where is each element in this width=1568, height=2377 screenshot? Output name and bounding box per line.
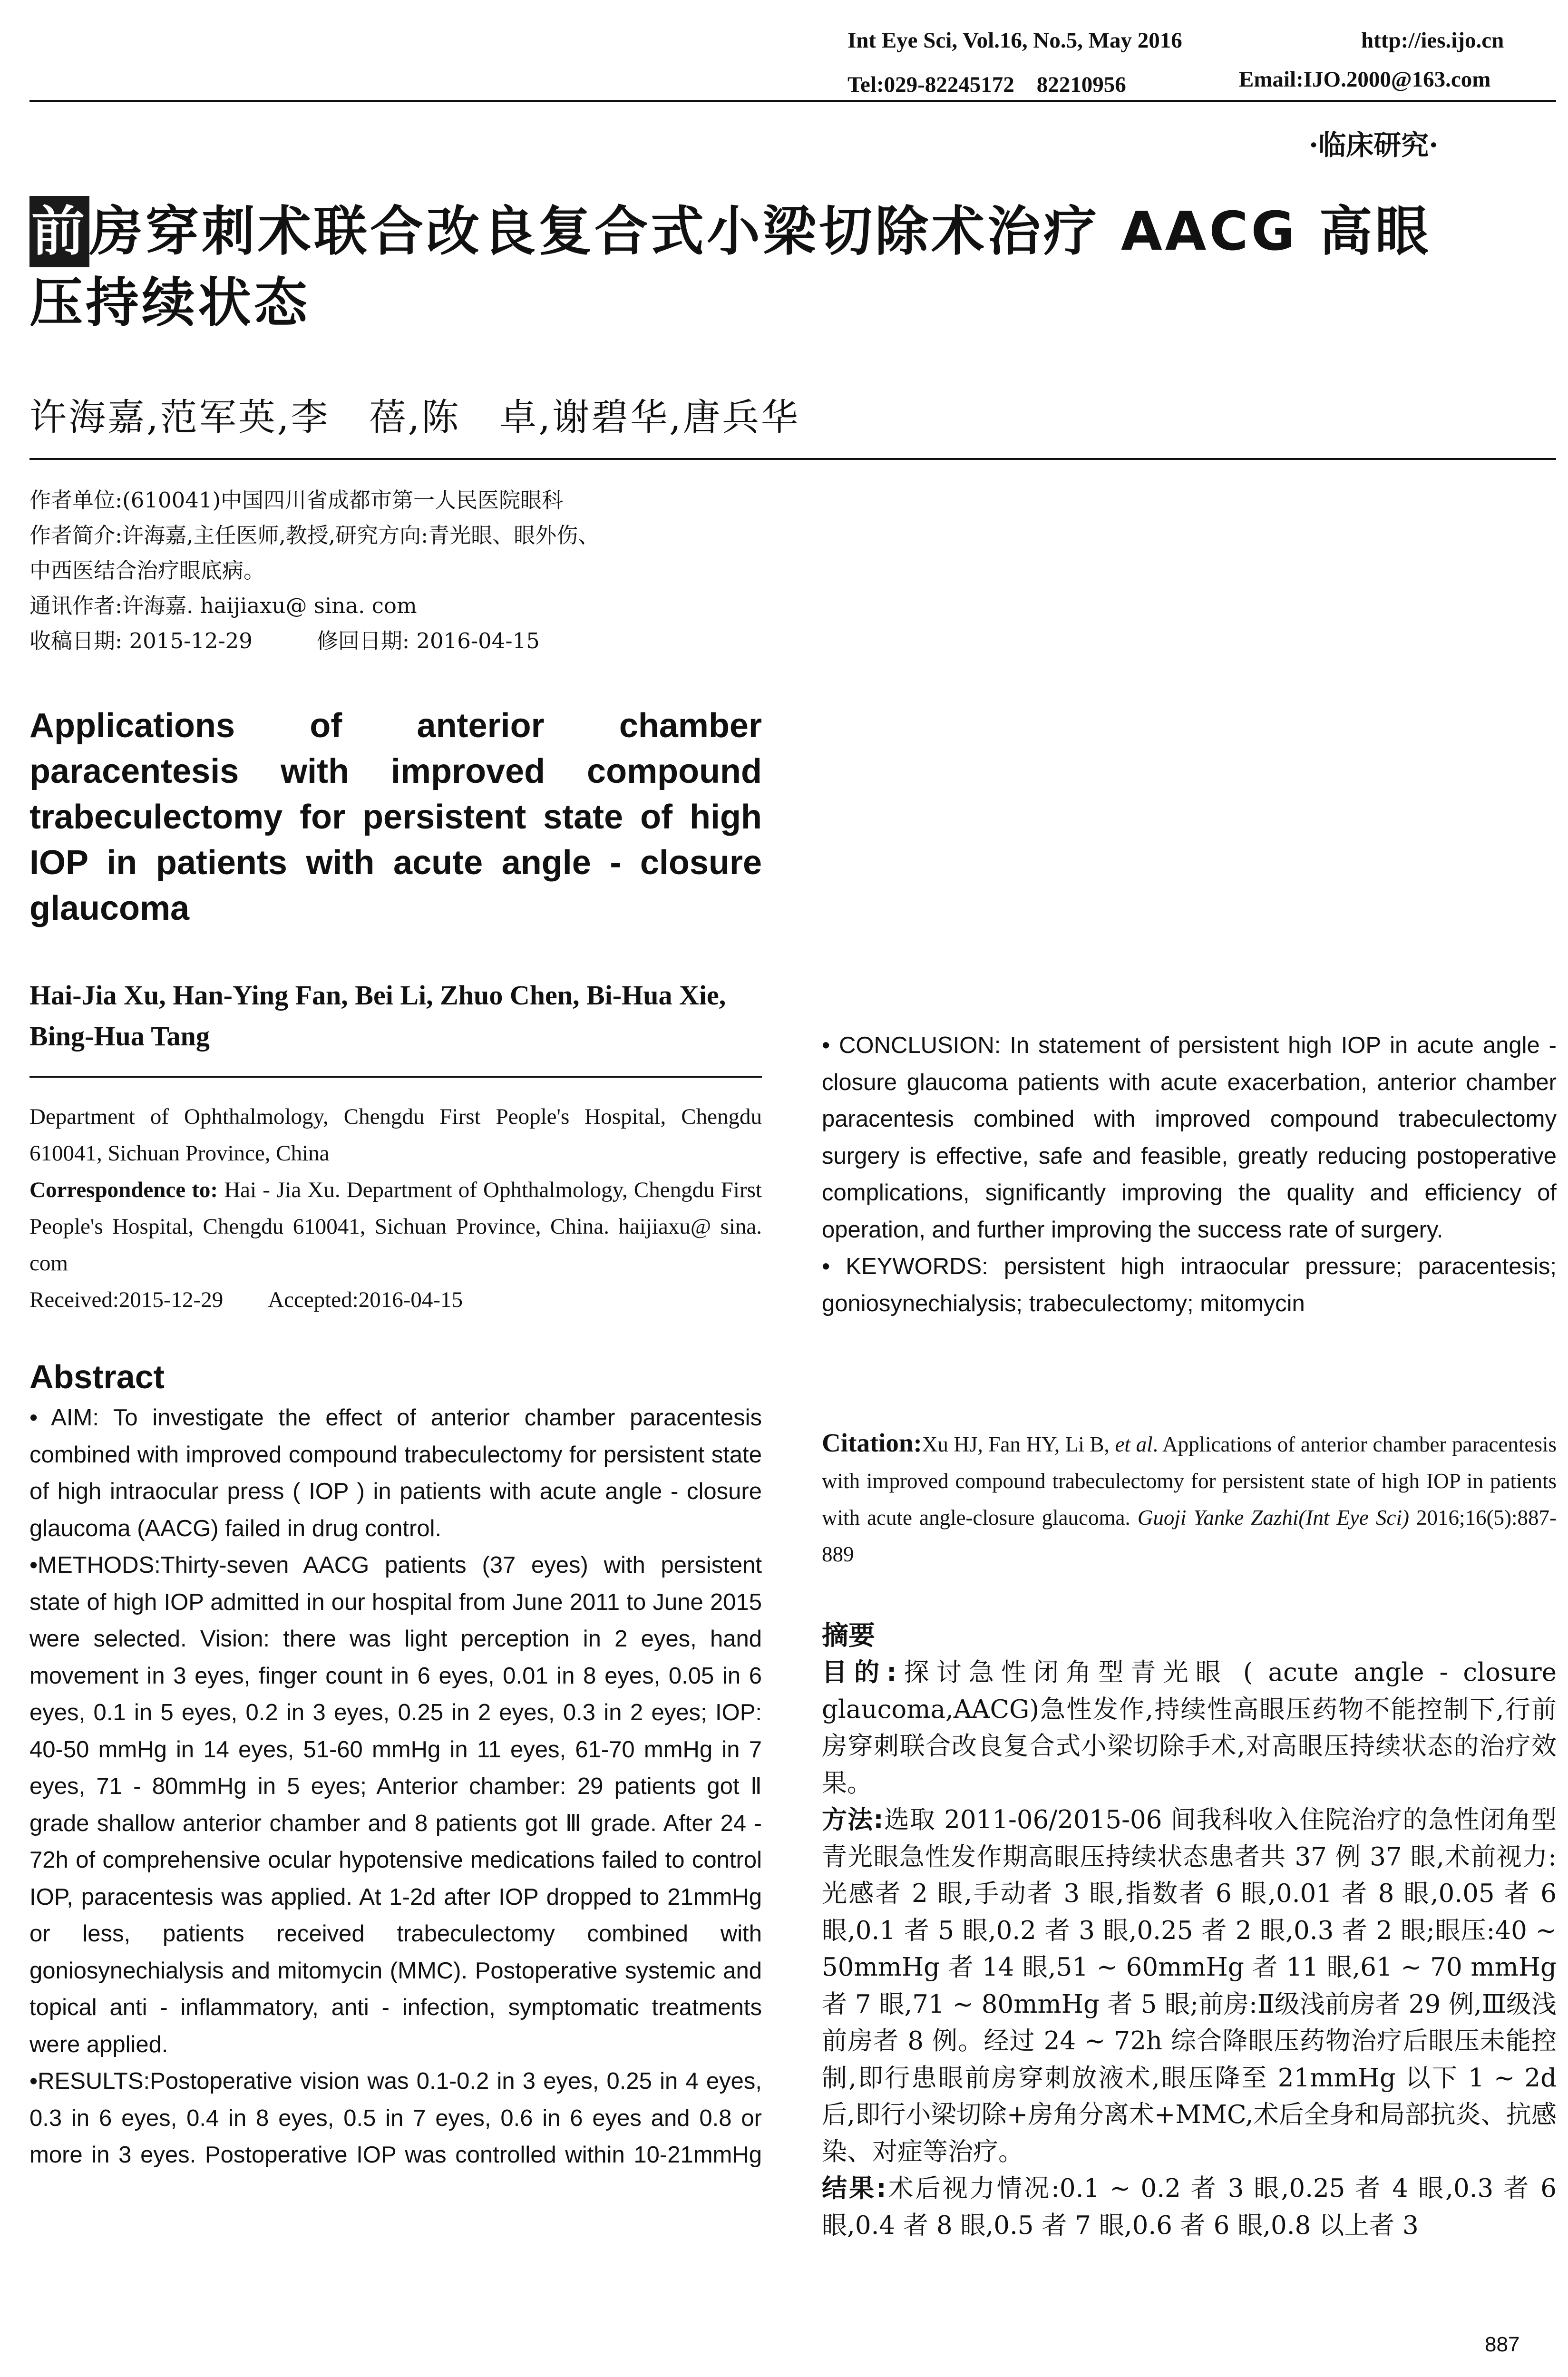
- citation-journal: Guoji Yanke Zazhi(Int Eye Sci): [1137, 1506, 1409, 1529]
- author-info-cn: [29, 483, 762, 659]
- english-authors: Hai-Jia Xu, Han-Ying Fan, Bei Li, Zhuo Chen, Bi-Hua Xie, Bing-Hua Tang: [29, 980, 726, 1052]
- journal-line: Int Eye Sci, Vol.16, No.5, May 2016: [847, 28, 1182, 53]
- bio-cn-1: 作者简介:许海嘉,主任医师,教授,研究方向:青光眼、眼外伤、: [29, 523, 600, 548]
- title-first-char: 前: [29, 196, 89, 267]
- keywords-text: persistent high intraocular pressure; paracentesis; goniosynechialysis; trabeculectomy; mitomycin: [822, 1254, 1557, 1316]
- cn-abstract-heading: 摘要: [822, 1620, 875, 1651]
- cn-aim-label: 目的:: [822, 1658, 897, 1687]
- citation-etal: et al: [1115, 1432, 1153, 1456]
- cn-aim: [822, 1654, 1557, 1802]
- aim-text: To investigate the effect of anterior chamber paracentesis combined with improved compound trabeculectomy for persistent state of high intraocular press ( IOP ) in patients with acute angle - closure glaucoma (AACG) failed in drug control.: [29, 1405, 762, 1541]
- authors-rule: [29, 458, 1556, 460]
- abstract-methods: [29, 1547, 762, 2063]
- correspondence-label: Correspondence to:: [29, 1178, 218, 1202]
- correspondence-text: Hai - Jia Xu. Department of Ophthalmology, Chengdu First People's Hospital, Chengdu 610041, Sichuan Province, China. haijiaxu@ sina. com: [29, 1178, 762, 1276]
- english-title: Applications of anterior chamber paracentesis with improved compound trabeculectomy for persistent state of high IOP in patients with acute angle - closure glaucoma: [29, 707, 762, 927]
- results-text: Postoperative vision was 0.1-0.2 in 3 eyes, 0.25 in 4 eyes, 0.3 in 6 eyes, 0.4 in 8 eyes, 0.5 in 7 eyes, 0.6 in 6 eyes and 0.8 or more in 3 eyes. Postoperative IOP was controlled within 10-21mmHg: [29, 2068, 762, 2168]
- citation-label: Citation:: [822, 1428, 922, 1457]
- conclusion-text: In statement of persistent high IOP in acute angle - closure glaucoma patients with acute exacerbation, anterior chamber paracentesis combined with improved compound trabeculectomy surgery is effective, safe and feasible, greatly reducing postoperative complications, significantly improving the quality and efficiency of operation, and further improving the success rate of surgery.: [822, 1033, 1557, 1243]
- cn-methods: [822, 1802, 1557, 2170]
- cn-results-label: 结果:: [822, 2174, 886, 2203]
- methods-label: •METHODS:: [29, 1552, 161, 1578]
- cn-methods-text: 选取 2011-06/2015-06 间我科收入住院治疗的急性闭角型青光眼急性发作期高眼压持续状态患者共 37 例 37 眼,术前视力:光感者 2 眼,手动者 3 眼,指数者 6 眼,0.01 者 8 眼,0.05 者 6 眼,0.1 者 5 眼,0.2 者 3 眼,0.25 者 2 眼,0.3 者 2 眼;眼压:40 ~ 50mmHg 者 14 眼,51 ~ 60mmHg 者 11 眼,61 ~ 70 mmHg 者 7 眼,71 ~ 80mmHg 者 5 眼;前房:Ⅱ级浅前房者 29 例,Ⅲ级浅前房者 8 例。经过 24 ~ 72h 综合降眼压药物治疗后眼压未能控制,即行患眼前房穿刺放液术,眼压降至 21mmHg 以下 1 ~ 2d 后,即行小梁切除+房角分离术+MMC,术后全身和局部抗炎、抗感染、对症等治疗。: [822, 1805, 1557, 2166]
- page-number: 887: [1485, 2333, 1520, 2356]
- keywords: [822, 1248, 1557, 1322]
- authors-cn: 许海嘉,范军英,李 蓓,陈 卓,谢碧华,唐兵华: [29, 396, 800, 439]
- department: Department of Ophthalmology, Chengdu First People's Hospital, Chengdu 610041, Sichuan Province, China: [29, 1104, 762, 1166]
- title-line1: 房穿刺术联合改良复合式小梁切除术治疗 AACG 高眼: [89, 201, 1432, 263]
- conclusion-label: • CONCLUSION:: [822, 1033, 1001, 1058]
- authors-en-rule: [29, 1076, 762, 1078]
- cn-results-text: 术后视力情况:0.1 ~ 0.2 者 3 眼,0.25 者 4 眼,0.3 者 6 眼,0.4 者 8 眼,0.5 者 7 眼,0.6 者 6 眼,0.8 以上者 3: [822, 2174, 1557, 2240]
- keywords-label: • KEYWORDS:: [822, 1254, 988, 1279]
- citation-c: 2016;16(5):887-889: [822, 1506, 1557, 1566]
- citation-a: Xu HJ, Fan HY, Li B,: [922, 1432, 1115, 1456]
- url-line: http://ies.ijo.cn: [1361, 28, 1504, 53]
- cn-abstract-body: [822, 1654, 1557, 2244]
- bio-cn-2: 中西医结合治疗眼底病。: [29, 558, 265, 583]
- unit-cn: 作者单位:(610041)中国四川省成都市第一人民医院眼科: [29, 487, 564, 513]
- received-accepted: Received:2015-12-29 Accepted:2016-04-15: [29, 1287, 463, 1312]
- cn-results: [822, 2170, 1557, 2244]
- abstract-left: [29, 1400, 762, 2175]
- title-line2: 压持续状态: [29, 272, 310, 334]
- conclusion: [822, 1027, 1557, 1248]
- cn-aim-text: 探讨急性闭角型青光眼 ( acute angle - closure glaucoma,AACG)急性发作,持续性高眼压药物不能控制下,行前房穿刺联合改良复合式小梁切除手术,对高眼压持续状态的治疗效果。: [822, 1658, 1557, 1798]
- abstract-results: [29, 2063, 762, 2175]
- correspondence: [29, 1172, 762, 1282]
- abstract-heading: Abstract: [29, 1358, 165, 1395]
- page-title: [29, 196, 1558, 339]
- aim-label: • AIM:: [29, 1405, 99, 1431]
- citation: [822, 1424, 1557, 1573]
- header-rule: [29, 100, 1556, 102]
- email-line: Email:IJO.2000@163.com: [1239, 67, 1491, 92]
- section-label: ·临床研究·: [1309, 129, 1439, 161]
- dates-cn: 收稿日期: 2015-12-29 修回日期: 2016-04-15: [29, 628, 540, 653]
- cn-methods-label: 方法:: [822, 1805, 884, 1834]
- citation-b: . Applications of anterior chamber paracentesis with improved compound trabeculectomy for persistent state of high IOP in patients with acute angle-closure glaucoma.: [822, 1432, 1557, 1529]
- abstract-aim: [29, 1400, 762, 1547]
- results-label: •RESULTS:: [29, 2068, 150, 2094]
- results-right-window: [822, 480, 1557, 1027]
- affiliation-block: [29, 1099, 762, 1318]
- corr-cn: 通讯作者:许海嘉. haijiaxu@ sina. com: [29, 593, 417, 618]
- methods-text: Thirty-seven AACG patients (37 eyes) with persistent state of high IOP admitted in our hospital from June 2011 to June 2015 were selected. Vision: there was light perception in 2 eyes, hand movement in 3 eyes, finger count in 6 eyes, 0.01 in 8 eyes, 0.05 in 6 eyes, 0.1 in 5 eyes, 0.2 in 3 eyes, 0.25 in 2 eyes, 0.3 in 2 eyes; IOP: 40-50 mmHg in 14 eyes, 51-60 mmHg in 11 eyes, 61-70 mmHg in 7 eyes, 71 - 80mmHg in 5 eyes; Anterior chamber: 29 patients got Ⅱ grade shallow anterior chamber and 8 patients got Ⅲ grade. After 24 - 72h of comprehensive ocular hypotensive medications failed to control IOP, paracentesis was applied. At 1-2d after IOP dropped to 21mmHg or less, patients received trabeculectomy combined with goniosynechialysis and mitomycin (MMC). Postoperative systemic and topical anti - inflammatory, anti - infection, symptomatic treatments were applied.: [29, 1552, 762, 2057]
- tel-line: Tel:029-82245172 82210956: [847, 72, 1126, 97]
